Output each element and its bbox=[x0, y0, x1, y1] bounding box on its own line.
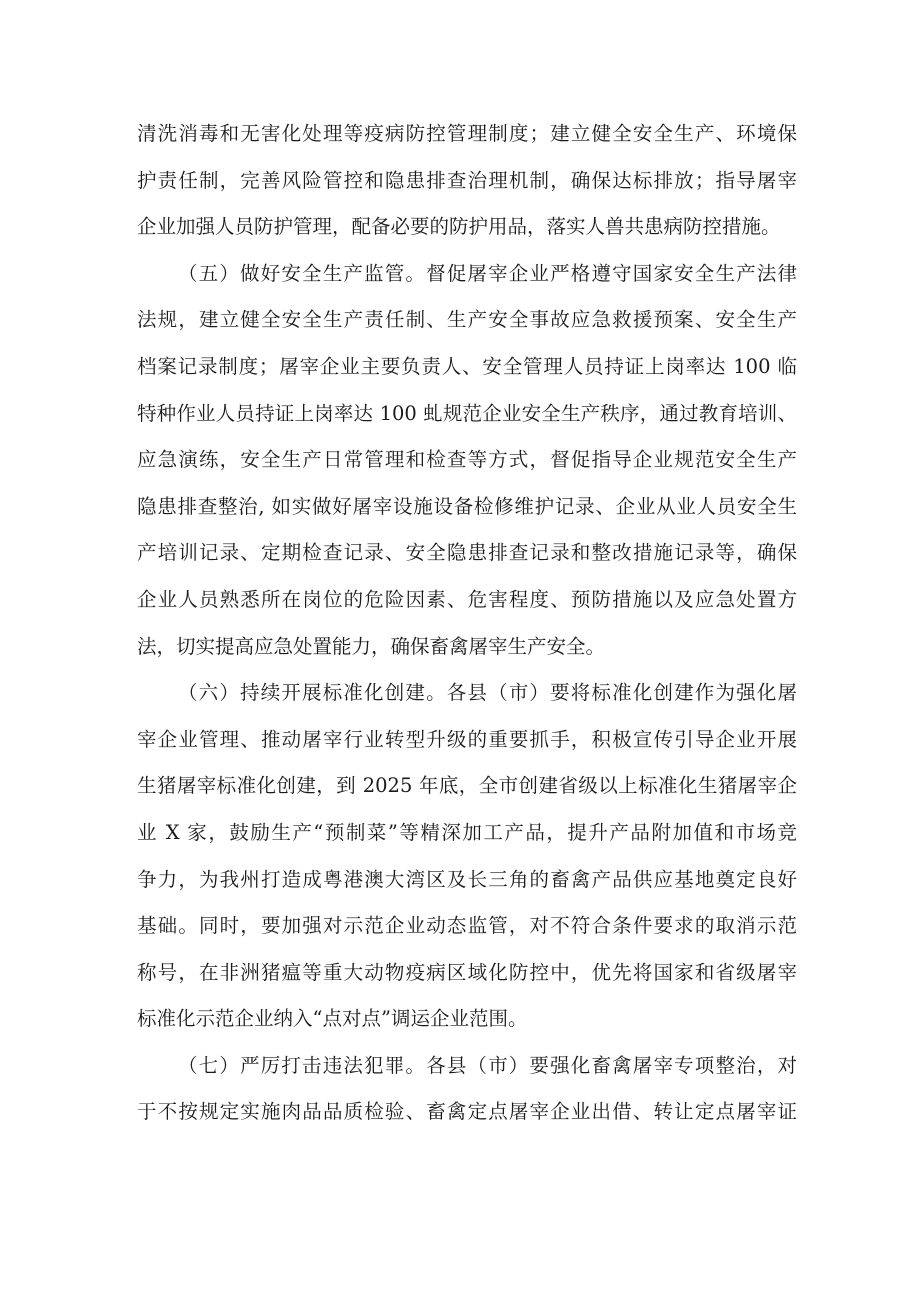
text-line: 争力，为我州打造成粤港澳大湾区及长三角的畜禽产品供应基地奠定良好 bbox=[137, 867, 797, 891]
text-line: 业 X 家，鼓励生产“预制菜”等精深加工产品，提升产品附加值和市场竞 bbox=[137, 820, 797, 844]
text-line: 企业人员熟悉所在岗位的危险因素、危害程度、预防措施以及应急处置方 bbox=[137, 587, 797, 611]
text-line: 法规，建立健全安全生产责任制、生产安全事故应急救援预案、安全生产 bbox=[137, 308, 797, 332]
text-line: 产培训记录、定期检查记录、安全隐患排查记录和整改措施记录等，确保 bbox=[137, 541, 797, 565]
text-line: 清洗消毒和无害化处理等疫病防控管理制度；建立健全安全生产、环境保 bbox=[137, 122, 797, 145]
text-line: 隐患排查整治, 如实做好屠宰设施设备检修维护记录、企业从业人员安全生 bbox=[137, 494, 797, 518]
text-line: 档案记录制度；屠宰企业主要负责人、安全管理人员持证上岗率达 100 临 bbox=[137, 354, 797, 378]
text-line: 应急演练，安全生产日常管理和检查等方式，督促指导企业规范安全生产 bbox=[137, 448, 797, 472]
text-line: 生猪屠宰标准化创建，到 2025 年底，全市创建省级以上标准化生猪屠宰企 bbox=[137, 774, 797, 798]
text-line: 于不按规定实施肉品品质检验、畜禽定点屠宰企业出借、转让定点屠宰证 bbox=[137, 1100, 797, 1124]
text-line: 称号，在非洲猪瘟等重大动物疫病区域化防控中，优先将国家和省级屠宰 bbox=[137, 960, 797, 984]
text-line: 标准化示范企业纳入“点对点”调运企业范围。 bbox=[137, 1007, 528, 1031]
text-line: 法，切实提高应急处置能力，确保畜禽屠宰生产安全。 bbox=[137, 634, 606, 658]
text-line: 企业加强人员防护管理，配备必要的防护用品，落实人兽共患病防控措施。 bbox=[137, 215, 781, 239]
section-heading-line: （七）严厉打击违法犯罪。各县（市）要强化畜禽屠宰专项整治，对 bbox=[178, 1053, 797, 1077]
text-line: 基础。同时，要加强对示范企业动态监管，对不符合条件要求的取消示范 bbox=[137, 914, 797, 938]
document-body bbox=[137, 111, 797, 1136]
text-line: 宰企业管理、推动屠宰行业转型升级的重要抓手，积极宣传引导企业开展 bbox=[137, 727, 797, 751]
text-line: 特种作业人员持证上岗率达 100 虬规范企业安全生产秩序，通过教育培训、 bbox=[137, 401, 797, 425]
text-line: 护责任制，完善风险管控和隐患排查治理机制，确保达标排放；指导屠宰 bbox=[137, 168, 797, 192]
section-heading-line: （六）持续开展标准化创建。各县（市）要将标准化创建作为强化屠 bbox=[178, 681, 797, 705]
section-heading-line: （五）做好安全生产监管。督促屠宰企业严格遵守国家安全生产法律 bbox=[178, 261, 797, 285]
